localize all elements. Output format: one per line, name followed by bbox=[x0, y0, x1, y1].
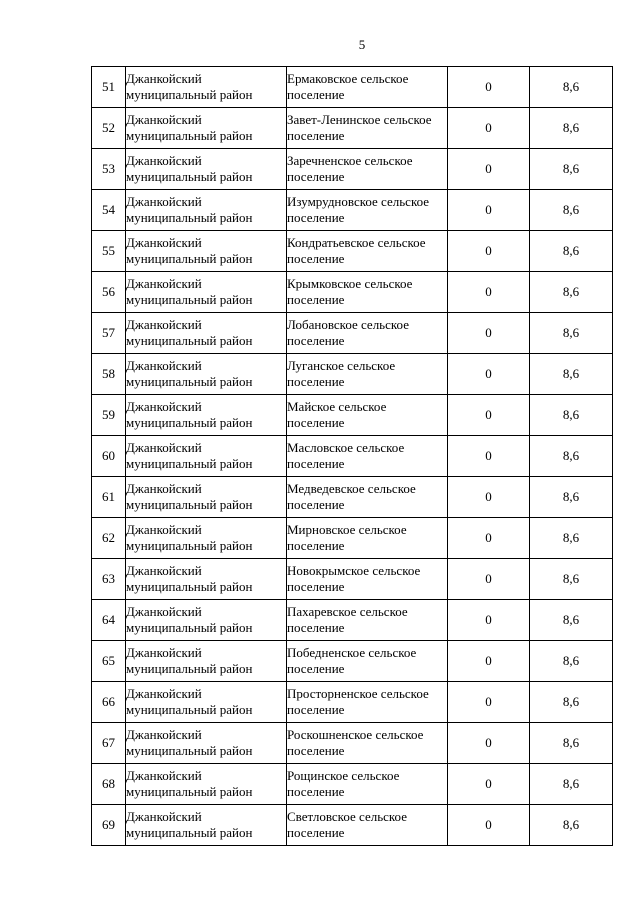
value-1-cell: 0 bbox=[448, 108, 530, 149]
row-number-cell: 64 bbox=[92, 600, 126, 641]
value-1-cell: 0 bbox=[448, 354, 530, 395]
district-cell: Джанкойский муниципальный район bbox=[126, 313, 287, 354]
value-2-cell: 8,6 bbox=[530, 600, 613, 641]
table-row bbox=[92, 682, 613, 723]
district-cell: Джанкойский муниципальный район bbox=[126, 723, 287, 764]
settlement-cell: Луганское сельское поселение bbox=[287, 354, 448, 395]
value-1-cell: 0 bbox=[448, 723, 530, 764]
value-2-cell: 8,6 bbox=[530, 272, 613, 313]
row-number-cell: 62 bbox=[92, 518, 126, 559]
value-1-cell: 0 bbox=[448, 272, 530, 313]
settlement-cell: Рощинское сельское поселение bbox=[287, 764, 448, 805]
settlement-cell: Майское сельское поселение bbox=[287, 395, 448, 436]
settlement-cell: Кондратьевское сельское поселение bbox=[287, 231, 448, 272]
value-2-cell: 8,6 bbox=[530, 805, 613, 846]
row-number-cell: 51 bbox=[92, 67, 126, 108]
table-row bbox=[92, 477, 613, 518]
value-2-cell: 8,6 bbox=[530, 682, 613, 723]
value-2-cell: 8,6 bbox=[530, 559, 613, 600]
row-number-cell: 59 bbox=[92, 395, 126, 436]
value-1-cell: 0 bbox=[448, 67, 530, 108]
value-1-cell: 0 bbox=[448, 600, 530, 641]
table-row bbox=[92, 805, 613, 846]
table-row bbox=[92, 641, 613, 682]
row-number-cell: 58 bbox=[92, 354, 126, 395]
row-number-cell: 55 bbox=[92, 231, 126, 272]
settlement-cell: Новокрымское сельское поселение bbox=[287, 559, 448, 600]
table-row bbox=[92, 272, 613, 313]
district-cell: Джанкойский муниципальный район bbox=[126, 231, 287, 272]
settlement-cell: Лобановское сельское поселение bbox=[287, 313, 448, 354]
table-row bbox=[92, 313, 613, 354]
district-cell: Джанкойский муниципальный район bbox=[126, 436, 287, 477]
row-number-cell: 52 bbox=[92, 108, 126, 149]
district-cell: Джанкойский муниципальный район bbox=[126, 805, 287, 846]
district-cell: Джанкойский муниципальный район bbox=[126, 682, 287, 723]
value-1-cell: 0 bbox=[448, 518, 530, 559]
value-2-cell: 8,6 bbox=[530, 764, 613, 805]
value-1-cell: 0 bbox=[448, 641, 530, 682]
district-cell: Джанкойский муниципальный район bbox=[126, 600, 287, 641]
value-1-cell: 0 bbox=[448, 805, 530, 846]
district-cell: Джанкойский муниципальный район bbox=[126, 108, 287, 149]
table-row bbox=[92, 518, 613, 559]
district-cell: Джанкойский муниципальный район bbox=[126, 395, 287, 436]
settlement-cell: Пахаревское сельское поселение bbox=[287, 600, 448, 641]
value-1-cell: 0 bbox=[448, 313, 530, 354]
page-number: 5 bbox=[358, 37, 366, 52]
district-cell: Джанкойский муниципальный район bbox=[126, 559, 287, 600]
table-body bbox=[92, 67, 613, 846]
settlement-cell: Масловское сельское поселение bbox=[287, 436, 448, 477]
value-2-cell: 8,6 bbox=[530, 395, 613, 436]
value-1-cell: 0 bbox=[448, 682, 530, 723]
row-number-cell: 66 bbox=[92, 682, 126, 723]
value-1-cell: 0 bbox=[448, 559, 530, 600]
value-1-cell: 0 bbox=[448, 190, 530, 231]
value-1-cell: 0 bbox=[448, 436, 530, 477]
district-cell: Джанкойский муниципальный район bbox=[126, 477, 287, 518]
row-number-cell: 68 bbox=[92, 764, 126, 805]
settlement-cell: Медведевское сельское поселение bbox=[287, 477, 448, 518]
value-2-cell: 8,6 bbox=[530, 313, 613, 354]
value-2-cell: 8,6 bbox=[530, 190, 613, 231]
district-cell: Джанкойский муниципальный район bbox=[126, 518, 287, 559]
value-2-cell: 8,6 bbox=[530, 354, 613, 395]
value-2-cell: 8,6 bbox=[530, 477, 613, 518]
settlement-cell: Ермаковское сельское поселение bbox=[287, 67, 448, 108]
row-number-cell: 60 bbox=[92, 436, 126, 477]
table-row bbox=[92, 67, 613, 108]
row-number-cell: 69 bbox=[92, 805, 126, 846]
settlement-cell: Заречненское сельское поселение bbox=[287, 149, 448, 190]
settlements-table bbox=[91, 66, 613, 846]
table-row bbox=[92, 723, 613, 764]
row-number-cell: 57 bbox=[92, 313, 126, 354]
settlement-cell: Победненское сельское поселение bbox=[287, 641, 448, 682]
row-number-cell: 65 bbox=[92, 641, 126, 682]
settlement-cell: Роскошненское сельское поселение bbox=[287, 723, 448, 764]
settlement-cell: Мирновское сельское поселение bbox=[287, 518, 448, 559]
settlement-cell: Изумрудновское сельское поселение bbox=[287, 190, 448, 231]
district-cell: Джанкойский муниципальный район bbox=[126, 272, 287, 313]
table-row bbox=[92, 395, 613, 436]
value-2-cell: 8,6 bbox=[530, 231, 613, 272]
row-number-cell: 53 bbox=[92, 149, 126, 190]
value-1-cell: 0 bbox=[448, 764, 530, 805]
value-2-cell: 8,6 bbox=[530, 518, 613, 559]
row-number-cell: 54 bbox=[92, 190, 126, 231]
value-1-cell: 0 bbox=[448, 231, 530, 272]
value-2-cell: 8,6 bbox=[530, 436, 613, 477]
district-cell: Джанкойский муниципальный район bbox=[126, 190, 287, 231]
table-row bbox=[92, 231, 613, 272]
value-1-cell: 0 bbox=[448, 395, 530, 436]
table-row bbox=[92, 149, 613, 190]
row-number-cell: 56 bbox=[92, 272, 126, 313]
row-number-cell: 63 bbox=[92, 559, 126, 600]
district-cell: Джанкойский муниципальный район bbox=[126, 67, 287, 108]
district-cell: Джанкойский муниципальный район bbox=[126, 149, 287, 190]
table-row bbox=[92, 190, 613, 231]
value-1-cell: 0 bbox=[448, 477, 530, 518]
row-number-cell: 61 bbox=[92, 477, 126, 518]
table-row bbox=[92, 600, 613, 641]
value-1-cell: 0 bbox=[448, 149, 530, 190]
table-row bbox=[92, 436, 613, 477]
table-row bbox=[92, 559, 613, 600]
value-2-cell: 8,6 bbox=[530, 67, 613, 108]
value-2-cell: 8,6 bbox=[530, 108, 613, 149]
table-row bbox=[92, 354, 613, 395]
settlement-cell: Светловское сельское поселение bbox=[287, 805, 448, 846]
district-cell: Джанкойский муниципальный район bbox=[126, 641, 287, 682]
value-2-cell: 8,6 bbox=[530, 149, 613, 190]
table-row bbox=[92, 108, 613, 149]
value-2-cell: 8,6 bbox=[530, 723, 613, 764]
value-2-cell: 8,6 bbox=[530, 641, 613, 682]
settlement-cell: Крымковское сельское поселение bbox=[287, 272, 448, 313]
table-row bbox=[92, 764, 613, 805]
district-cell: Джанкойский муниципальный район bbox=[126, 354, 287, 395]
row-number-cell: 67 bbox=[92, 723, 126, 764]
settlement-cell: Просторненское сельское поселение bbox=[287, 682, 448, 723]
district-cell: Джанкойский муниципальный район bbox=[126, 764, 287, 805]
settlement-cell: Завет-Ленинское сельское поселение bbox=[287, 108, 448, 149]
